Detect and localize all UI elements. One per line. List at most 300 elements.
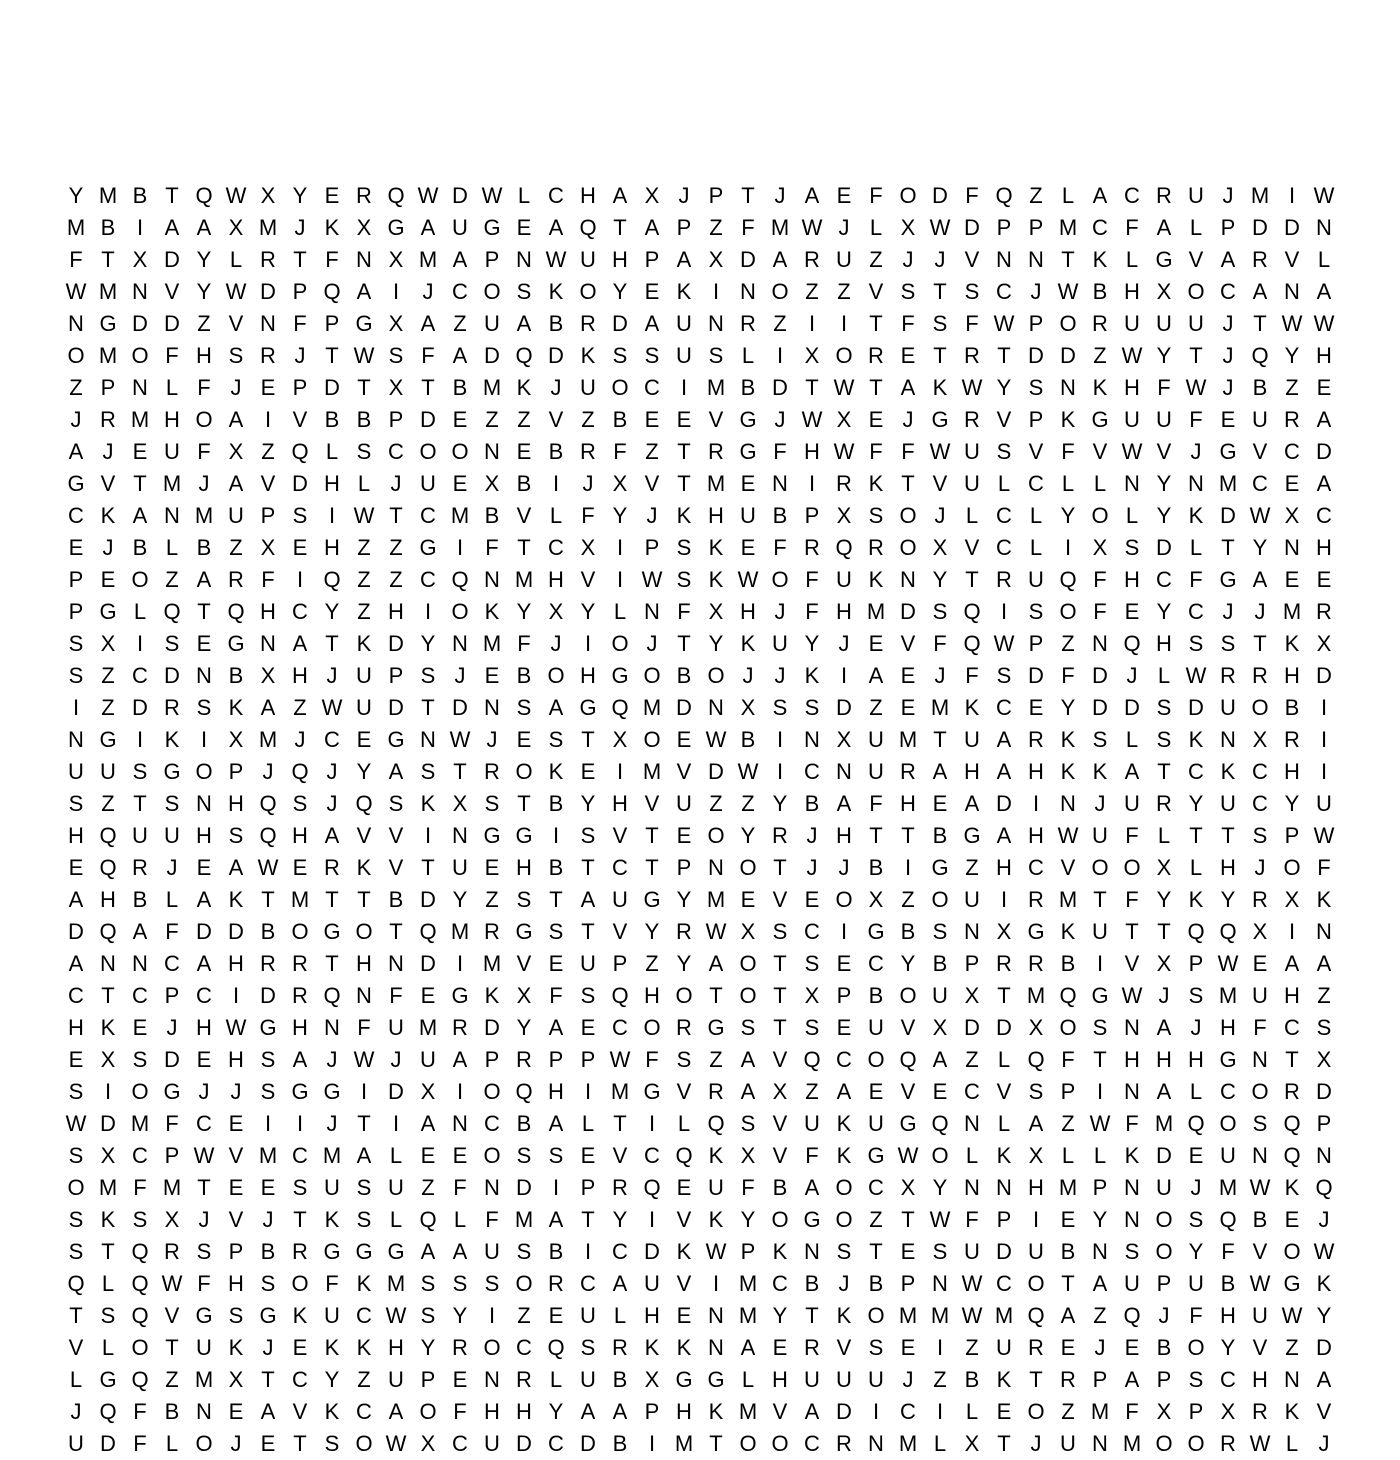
grid-cell[interactable]: O	[771, 1207, 789, 1232]
grid-cell[interactable]: S	[1156, 727, 1172, 752]
grid-cell[interactable]: S	[68, 791, 84, 816]
grid-cell[interactable]: F	[357, 1015, 371, 1040]
grid-cell[interactable]: J	[1222, 343, 1234, 368]
grid-cell[interactable]: T	[389, 503, 403, 528]
grid-cell[interactable]: O	[1059, 599, 1077, 624]
grid-cell[interactable]: Q	[1219, 1207, 1237, 1232]
grid-cell[interactable]: J	[742, 663, 754, 688]
grid-cell[interactable]: R	[164, 695, 180, 720]
grid-cell[interactable]: T	[1221, 535, 1235, 560]
grid-cell[interactable]: U	[1220, 1143, 1236, 1168]
grid-cell[interactable]: O	[1187, 1431, 1205, 1456]
grid-cell[interactable]: E	[420, 983, 436, 1008]
grid-cell[interactable]: A	[740, 1047, 756, 1072]
grid-cell[interactable]: F	[1061, 1047, 1075, 1072]
grid-cell[interactable]: F	[1125, 823, 1139, 848]
grid-cell[interactable]: T	[421, 695, 435, 720]
grid-cell[interactable]: L	[1061, 1143, 1075, 1168]
grid-cell[interactable]: T	[677, 631, 691, 656]
grid-cell[interactable]: Z	[165, 1367, 179, 1392]
grid-cell[interactable]: A	[740, 1335, 756, 1360]
grid-cell[interactable]: U	[580, 951, 596, 976]
grid-cell[interactable]: N	[484, 439, 500, 464]
grid-cell[interactable]: T	[325, 887, 339, 912]
grid-cell[interactable]: N	[356, 983, 372, 1008]
grid-cell[interactable]: G	[867, 1143, 885, 1168]
grid-cell[interactable]: U	[804, 1111, 820, 1136]
grid-cell[interactable]: H	[260, 599, 276, 624]
grid-cell[interactable]: N	[1092, 1431, 1108, 1456]
grid-cell[interactable]: E	[548, 951, 564, 976]
grid-cell[interactable]: O	[739, 855, 757, 880]
grid-cell[interactable]: W	[993, 311, 1015, 336]
grid-cell[interactable]: Q	[291, 439, 309, 464]
grid-cell[interactable]: V	[964, 535, 980, 560]
grid-cell[interactable]: G	[1091, 407, 1109, 432]
grid-cell[interactable]: Y	[452, 887, 468, 912]
grid-cell[interactable]: T	[421, 375, 435, 400]
grid-cell[interactable]: D	[324, 375, 340, 400]
grid-cell[interactable]: M	[98, 279, 118, 304]
grid-cell[interactable]: O	[1059, 311, 1077, 336]
grid-cell[interactable]: O	[1251, 1079, 1269, 1104]
grid-cell[interactable]: P	[68, 567, 84, 592]
grid-cell[interactable]: W	[961, 1303, 983, 1328]
grid-cell[interactable]: X	[804, 343, 820, 368]
grid-cell[interactable]: T	[997, 1431, 1011, 1456]
grid-cell[interactable]: G	[643, 887, 661, 912]
grid-cell[interactable]: E	[1252, 951, 1268, 976]
grid-cell[interactable]: G	[1219, 567, 1237, 592]
grid-cell[interactable]: N	[1252, 1143, 1268, 1168]
grid-cell[interactable]: Q	[963, 631, 981, 656]
grid-cell[interactable]: D	[292, 471, 308, 496]
grid-cell[interactable]: K	[708, 535, 724, 560]
grid-cell[interactable]: W	[65, 1111, 87, 1136]
grid-cell[interactable]: U	[1092, 823, 1108, 848]
grid-cell[interactable]: F	[1093, 599, 1107, 624]
grid-cell[interactable]: U	[676, 311, 692, 336]
grid-cell[interactable]: X	[516, 983, 532, 1008]
grid-cell[interactable]: K	[292, 1303, 308, 1328]
grid-cell[interactable]: F	[773, 535, 787, 560]
grid-cell[interactable]: U	[1188, 311, 1204, 336]
grid-cell[interactable]: H	[228, 951, 244, 976]
grid-cell[interactable]: U	[580, 247, 596, 272]
grid-cell[interactable]: I	[808, 471, 816, 496]
grid-cell[interactable]: O	[835, 1207, 853, 1232]
grid-cell[interactable]: B	[164, 1399, 180, 1424]
grid-cell[interactable]: L	[869, 215, 883, 240]
grid-cell[interactable]: S	[420, 759, 436, 784]
grid-cell[interactable]: J	[102, 439, 114, 464]
grid-cell[interactable]: J	[486, 727, 498, 752]
grid-cell[interactable]: N	[388, 951, 404, 976]
grid-cell[interactable]: O	[707, 823, 725, 848]
grid-cell[interactable]: X	[1284, 503, 1300, 528]
grid-cell[interactable]: Z	[1029, 183, 1043, 208]
grid-cell[interactable]: R	[100, 407, 116, 432]
grid-cell[interactable]: M	[866, 599, 886, 624]
grid-cell[interactable]: N	[420, 727, 436, 752]
grid-cell[interactable]: S	[1188, 1207, 1204, 1232]
grid-cell[interactable]: R	[260, 951, 276, 976]
grid-cell[interactable]: D	[612, 311, 628, 336]
grid-cell[interactable]: I	[552, 823, 560, 848]
grid-cell[interactable]: U	[1156, 1175, 1172, 1200]
grid-cell[interactable]: Y	[772, 791, 788, 816]
grid-cell[interactable]: N	[900, 567, 916, 592]
grid-cell[interactable]: V	[612, 1143, 628, 1168]
grid-cell[interactable]: H	[388, 1335, 404, 1360]
grid-cell[interactable]: V	[260, 471, 276, 496]
grid-cell[interactable]: K	[676, 503, 692, 528]
grid-cell[interactable]: U	[868, 1111, 884, 1136]
grid-cell[interactable]: G	[163, 1079, 181, 1104]
grid-cell[interactable]: A	[548, 215, 564, 240]
grid-cell[interactable]: S	[1220, 631, 1236, 656]
grid-cell[interactable]: K	[1092, 759, 1108, 784]
grid-cell[interactable]: S	[132, 759, 148, 784]
grid-cell[interactable]: E	[1188, 1143, 1204, 1168]
grid-cell[interactable]: E	[644, 407, 660, 432]
grid-cell[interactable]: R	[580, 311, 596, 336]
grid-cell[interactable]: V	[1156, 439, 1172, 464]
grid-cell[interactable]: R	[164, 1239, 180, 1264]
grid-cell[interactable]: P	[1156, 1367, 1172, 1392]
grid-cell[interactable]: I	[616, 567, 624, 592]
grid-cell[interactable]: Q	[259, 823, 277, 848]
grid-cell[interactable]: T	[1125, 919, 1139, 944]
grid-cell[interactable]: T	[357, 887, 371, 912]
grid-cell[interactable]: T	[965, 567, 979, 592]
grid-cell[interactable]: Y	[580, 791, 596, 816]
grid-cell[interactable]: Z	[261, 439, 275, 464]
grid-cell[interactable]: B	[612, 1431, 628, 1456]
grid-cell[interactable]: T	[581, 727, 595, 752]
grid-cell[interactable]: R	[1316, 599, 1332, 624]
grid-cell[interactable]: E	[836, 183, 852, 208]
grid-cell[interactable]: D	[1060, 343, 1076, 368]
grid-cell[interactable]: A	[68, 887, 84, 912]
grid-cell[interactable]: E	[740, 535, 756, 560]
grid-cell[interactable]: M	[418, 247, 438, 272]
grid-cell[interactable]: W	[353, 1047, 375, 1072]
grid-cell[interactable]: E	[260, 375, 276, 400]
grid-cell[interactable]: J	[198, 1207, 210, 1232]
grid-cell[interactable]: T	[1189, 343, 1203, 368]
grid-cell[interactable]: D	[452, 183, 468, 208]
grid-cell[interactable]: N	[1220, 727, 1236, 752]
grid-cell[interactable]: C	[1284, 439, 1300, 464]
grid-cell[interactable]: V	[612, 919, 628, 944]
grid-cell[interactable]: A	[356, 279, 372, 304]
grid-cell[interactable]: C	[388, 439, 404, 464]
grid-cell[interactable]: U	[964, 471, 980, 496]
grid-cell[interactable]: B	[452, 375, 468, 400]
grid-cell[interactable]: D	[1028, 343, 1044, 368]
grid-cell[interactable]: M	[258, 215, 278, 240]
grid-cell[interactable]: E	[1284, 567, 1300, 592]
grid-cell[interactable]: C	[132, 983, 148, 1008]
grid-cell[interactable]: C	[1316, 503, 1332, 528]
grid-cell[interactable]: N	[260, 311, 276, 336]
grid-cell[interactable]: C	[996, 279, 1012, 304]
grid-cell[interactable]: K	[740, 631, 756, 656]
grid-cell[interactable]: A	[196, 215, 212, 240]
grid-cell[interactable]: W	[1121, 983, 1143, 1008]
grid-cell[interactable]: V	[772, 1111, 788, 1136]
grid-cell[interactable]: A	[420, 1111, 436, 1136]
grid-cell[interactable]: H	[388, 599, 404, 624]
grid-cell[interactable]: T	[901, 471, 915, 496]
grid-cell[interactable]: M	[514, 567, 534, 592]
grid-cell[interactable]: F	[581, 503, 595, 528]
grid-cell[interactable]: I	[648, 1207, 656, 1232]
grid-cell[interactable]: O	[867, 1047, 885, 1072]
grid-cell[interactable]: D	[964, 215, 980, 240]
grid-cell[interactable]: J	[1126, 663, 1138, 688]
grid-cell[interactable]: D	[420, 951, 436, 976]
grid-cell[interactable]: I	[424, 823, 432, 848]
grid-cell[interactable]: F	[869, 183, 883, 208]
grid-cell[interactable]: H	[1316, 535, 1332, 560]
grid-cell[interactable]: I	[456, 535, 464, 560]
grid-cell[interactable]: A	[1316, 471, 1332, 496]
grid-cell[interactable]: Z	[581, 407, 595, 432]
grid-cell[interactable]: R	[1028, 727, 1044, 752]
grid-cell[interactable]: S	[1028, 599, 1044, 624]
grid-cell[interactable]: H	[676, 1399, 692, 1424]
grid-cell[interactable]: D	[100, 1431, 116, 1456]
grid-cell[interactable]: K	[1124, 1143, 1140, 1168]
grid-cell[interactable]: U	[1124, 311, 1140, 336]
grid-cell[interactable]: X	[1156, 855, 1172, 880]
grid-cell[interactable]: N	[708, 695, 724, 720]
grid-cell[interactable]: A	[900, 375, 916, 400]
grid-cell[interactable]: R	[612, 1175, 628, 1200]
grid-cell[interactable]: A	[1156, 1015, 1172, 1040]
grid-cell[interactable]: U	[356, 695, 372, 720]
grid-cell[interactable]: R	[452, 1335, 468, 1360]
grid-cell[interactable]: A	[1284, 951, 1300, 976]
grid-cell[interactable]: W	[833, 439, 855, 464]
grid-cell[interactable]: I	[936, 1335, 944, 1360]
grid-cell[interactable]: D	[836, 1399, 852, 1424]
grid-cell[interactable]: M	[930, 1303, 950, 1328]
grid-cell[interactable]: G	[1219, 439, 1237, 464]
grid-cell[interactable]: U	[484, 1431, 500, 1456]
grid-cell[interactable]: I	[456, 1079, 464, 1104]
grid-cell[interactable]: V	[644, 791, 660, 816]
grid-cell[interactable]: Y	[612, 1207, 628, 1232]
grid-cell[interactable]: A	[68, 951, 84, 976]
grid-cell[interactable]: U	[1188, 1271, 1204, 1296]
grid-cell[interactable]: F	[965, 311, 979, 336]
grid-cell[interactable]: H	[964, 759, 980, 784]
grid-cell[interactable]: U	[868, 1367, 884, 1392]
grid-cell[interactable]: H	[1188, 1047, 1204, 1072]
grid-cell[interactable]: H	[1156, 631, 1172, 656]
grid-cell[interactable]: F	[933, 631, 947, 656]
grid-cell[interactable]: N	[1124, 1207, 1140, 1232]
grid-cell[interactable]: T	[1253, 311, 1267, 336]
grid-cell[interactable]: G	[1155, 247, 1173, 272]
grid-cell[interactable]: X	[132, 247, 148, 272]
grid-cell[interactable]: K	[676, 279, 692, 304]
grid-cell[interactable]: O	[1283, 1239, 1301, 1264]
grid-cell[interactable]: S	[388, 343, 404, 368]
grid-cell[interactable]: K	[1092, 375, 1108, 400]
grid-cell[interactable]: P	[228, 1239, 244, 1264]
grid-cell[interactable]: H	[1284, 759, 1300, 784]
grid-cell[interactable]: U	[452, 855, 468, 880]
grid-cell[interactable]: R	[1060, 1367, 1076, 1392]
grid-cell[interactable]: U	[1316, 791, 1332, 816]
grid-cell[interactable]: B	[324, 407, 340, 432]
grid-cell[interactable]: H	[484, 1399, 500, 1424]
grid-cell[interactable]: D	[164, 1047, 180, 1072]
grid-cell[interactable]: O	[1091, 855, 1109, 880]
grid-cell[interactable]: P	[260, 503, 276, 528]
grid-cell[interactable]: E	[868, 1079, 884, 1104]
grid-cell[interactable]: V	[612, 823, 628, 848]
grid-cell[interactable]: F	[1189, 407, 1203, 432]
grid-cell[interactable]: O	[1059, 1015, 1077, 1040]
grid-cell[interactable]: A	[1316, 951, 1332, 976]
grid-cell[interactable]: X	[740, 1143, 756, 1168]
grid-cell[interactable]: X	[356, 215, 372, 240]
grid-cell[interactable]: N	[356, 247, 372, 272]
grid-cell[interactable]: N	[708, 1335, 724, 1360]
grid-cell[interactable]: E	[260, 1431, 276, 1456]
grid-cell[interactable]: S	[1156, 695, 1172, 720]
grid-cell[interactable]: R	[1284, 407, 1300, 432]
grid-cell[interactable]: N	[1028, 247, 1044, 272]
grid-cell[interactable]: Z	[197, 311, 211, 336]
grid-cell[interactable]: Z	[1285, 375, 1299, 400]
grid-cell[interactable]: V	[100, 471, 116, 496]
grid-cell[interactable]: X	[708, 247, 724, 272]
grid-cell[interactable]: L	[741, 1367, 755, 1392]
grid-cell[interactable]: F	[133, 1399, 147, 1424]
grid-cell[interactable]: T	[645, 855, 659, 880]
grid-cell[interactable]: X	[1156, 951, 1172, 976]
grid-cell[interactable]: Y	[740, 823, 756, 848]
grid-cell[interactable]: N	[1316, 1143, 1332, 1168]
grid-cell[interactable]: G	[227, 631, 245, 656]
grid-cell[interactable]: X	[932, 1015, 948, 1040]
grid-cell[interactable]: X	[644, 1367, 660, 1392]
grid-cell[interactable]: S	[548, 727, 564, 752]
grid-cell[interactable]: J	[70, 407, 82, 432]
grid-cell[interactable]: M	[258, 1143, 278, 1168]
grid-cell[interactable]: U	[1124, 791, 1140, 816]
grid-cell[interactable]: B	[1252, 1207, 1268, 1232]
grid-cell[interactable]: Q	[899, 1047, 917, 1072]
grid-cell[interactable]: A	[612, 1399, 628, 1424]
grid-cell[interactable]: F	[901, 311, 915, 336]
grid-cell[interactable]: R	[580, 439, 596, 464]
grid-cell[interactable]: E	[836, 1015, 852, 1040]
grid-cell[interactable]: C	[1220, 279, 1236, 304]
grid-cell[interactable]: A	[932, 759, 948, 784]
grid-cell[interactable]: R	[804, 247, 820, 272]
grid-cell[interactable]: A	[548, 1207, 564, 1232]
grid-cell[interactable]: U	[1124, 1271, 1140, 1296]
grid-cell[interactable]: F	[261, 567, 275, 592]
grid-cell[interactable]: K	[1188, 887, 1204, 912]
grid-cell[interactable]: T	[133, 471, 147, 496]
grid-cell[interactable]: E	[324, 183, 340, 208]
grid-cell[interactable]: U	[1060, 1431, 1076, 1456]
grid-cell[interactable]: X	[612, 471, 628, 496]
grid-cell[interactable]: T	[357, 1111, 371, 1136]
grid-cell[interactable]: I	[840, 311, 848, 336]
grid-cell[interactable]: K	[996, 1143, 1012, 1168]
grid-cell[interactable]: Y	[1284, 343, 1300, 368]
grid-cell[interactable]: K	[1220, 759, 1236, 784]
grid-cell[interactable]: F	[325, 247, 339, 272]
grid-cell[interactable]: Z	[965, 1047, 979, 1072]
grid-cell[interactable]: V	[292, 407, 308, 432]
grid-cell[interactable]: Y	[356, 759, 372, 784]
grid-cell[interactable]: W	[737, 759, 759, 784]
grid-cell[interactable]: E	[132, 1015, 148, 1040]
grid-cell[interactable]: E	[516, 439, 532, 464]
grid-cell[interactable]: X	[1316, 1047, 1332, 1072]
grid-cell[interactable]: P	[580, 1047, 596, 1072]
grid-cell[interactable]: H	[1220, 1303, 1236, 1328]
grid-cell[interactable]: C	[1028, 855, 1044, 880]
grid-cell[interactable]: O	[483, 279, 501, 304]
grid-cell[interactable]: J	[326, 759, 338, 784]
grid-cell[interactable]: U	[836, 1367, 852, 1392]
grid-cell[interactable]: F	[485, 1207, 499, 1232]
grid-cell[interactable]: E	[580, 1143, 596, 1168]
grid-cell[interactable]: X	[164, 1207, 180, 1232]
grid-cell[interactable]: P	[228, 759, 244, 784]
grid-cell[interactable]: X	[388, 247, 404, 272]
grid-cell[interactable]: Q	[419, 919, 437, 944]
grid-cell[interactable]: N	[484, 1175, 500, 1200]
grid-cell[interactable]: H	[68, 823, 84, 848]
grid-cell[interactable]: K	[228, 887, 244, 912]
grid-cell[interactable]: J	[934, 247, 946, 272]
grid-cell[interactable]: E	[452, 1143, 468, 1168]
grid-cell[interactable]: M	[1026, 983, 1046, 1008]
grid-cell[interactable]: F	[517, 631, 531, 656]
grid-cell[interactable]: J	[1190, 439, 1202, 464]
grid-cell[interactable]: F	[165, 919, 179, 944]
grid-cell[interactable]: C	[612, 1239, 628, 1264]
grid-cell[interactable]: V	[676, 759, 692, 784]
grid-cell[interactable]: O	[355, 1431, 373, 1456]
grid-cell[interactable]: Q	[1219, 919, 1237, 944]
grid-cell[interactable]: A	[708, 951, 724, 976]
grid-cell[interactable]: U	[836, 247, 852, 272]
grid-cell[interactable]: B	[132, 183, 148, 208]
grid-cell[interactable]: P	[100, 375, 116, 400]
grid-cell[interactable]: X	[388, 375, 404, 400]
grid-cell[interactable]: U	[164, 823, 180, 848]
grid-cell[interactable]: S	[996, 663, 1012, 688]
grid-cell[interactable]: Y	[1284, 791, 1300, 816]
grid-cell[interactable]: S	[612, 343, 628, 368]
grid-cell[interactable]: B	[612, 1367, 628, 1392]
grid-cell[interactable]: T	[1189, 823, 1203, 848]
grid-cell[interactable]: K	[676, 1335, 692, 1360]
